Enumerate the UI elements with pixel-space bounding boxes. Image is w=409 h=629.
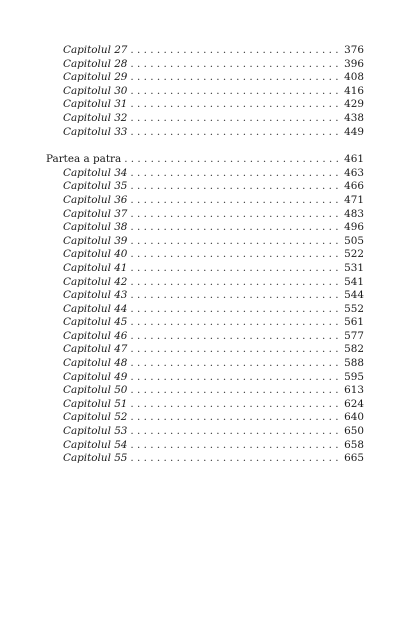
chapter-title: Capitolul 27 <box>63 44 128 56</box>
dot-leader <box>130 452 341 466</box>
chapter-title: Capitolul 48 <box>63 357 128 370</box>
toc-entry <box>46 411 364 425</box>
toc-entry <box>46 384 364 398</box>
chapter-title: Capitolul 28 <box>63 57 128 70</box>
table-of-contents <box>46 44 364 466</box>
page-number: 640 <box>344 411 364 424</box>
toc-entry <box>46 289 364 303</box>
page-number: 658 <box>344 438 364 451</box>
chapter-title: Capitolul 29 <box>63 71 128 84</box>
page-number: 577 <box>344 329 364 342</box>
dot-leader <box>130 248 341 262</box>
page-number: 416 <box>344 84 364 97</box>
toc-entry <box>46 126 364 140</box>
toc-entry <box>46 167 364 181</box>
page-number: 588 <box>344 357 364 370</box>
page-number: 483 <box>344 207 364 220</box>
dot-leader <box>130 371 341 385</box>
toc-entry <box>46 357 364 371</box>
toc-entry <box>46 71 364 85</box>
toc-entry <box>46 276 364 290</box>
chapter-title: Capitolul 40 <box>63 248 128 261</box>
toc-part-entry <box>46 153 364 167</box>
dot-leader <box>130 398 341 412</box>
chapter-title: Capitolul 41 <box>63 261 128 274</box>
chapter-title: Capitolul 47 <box>63 343 128 356</box>
chapter-title: Capitolul 55 <box>63 452 128 465</box>
chapter-title: Capitolul 44 <box>63 302 128 315</box>
page-number: 463 <box>344 166 364 179</box>
page-number: 471 <box>344 193 364 206</box>
dot-leader <box>130 112 341 126</box>
toc-entry <box>46 316 364 330</box>
page-number: 522 <box>344 248 364 261</box>
page-number: 624 <box>344 397 364 410</box>
page-number: 396 <box>344 57 364 70</box>
page-number: 613 <box>344 384 364 397</box>
toc-entry <box>46 208 364 222</box>
page-number: 665 <box>344 452 364 465</box>
dot-leader <box>130 262 341 276</box>
chapter-title: Capitolul 31 <box>63 98 128 111</box>
dot-leader <box>130 425 341 439</box>
chapter-title: Capitolul 49 <box>63 370 128 383</box>
chapter-title: Capitolul 38 <box>63 221 128 234</box>
chapter-title: Capitolul 37 <box>63 207 128 220</box>
toc-entry <box>46 439 364 453</box>
dot-leader <box>130 98 341 112</box>
dot-leader <box>130 343 341 357</box>
dot-leader <box>130 167 341 181</box>
chapter-title: Capitolul 53 <box>63 425 128 438</box>
toc-entry <box>46 235 364 249</box>
toc-entry <box>46 58 364 72</box>
chapter-title: Capitolul 39 <box>63 234 128 247</box>
dot-leader <box>130 194 341 208</box>
toc-entry <box>46 85 364 99</box>
dot-leader <box>130 71 341 85</box>
page-number: 595 <box>344 370 364 383</box>
chapter-title: Capitolul 50 <box>63 384 128 397</box>
chapter-title: Capitolul 52 <box>63 411 128 424</box>
toc-entry <box>46 248 364 262</box>
part-title: Partea a patra <box>46 153 122 166</box>
dot-leader <box>130 439 341 453</box>
page-number: 531 <box>344 261 364 274</box>
page-number: 438 <box>344 111 364 124</box>
chapter-title: Capitolul 35 <box>63 180 128 193</box>
page-number: 376 <box>344 44 364 56</box>
dot-leader <box>130 235 341 249</box>
chapter-title: Capitolul 34 <box>63 166 128 179</box>
chapter-title: Capitolul 42 <box>63 275 128 288</box>
toc-entry <box>46 371 364 385</box>
toc-entry <box>46 221 364 235</box>
toc-entry <box>46 98 364 112</box>
page-number: 408 <box>344 71 364 84</box>
toc-entry <box>46 343 364 357</box>
dot-leader <box>130 126 341 140</box>
chapter-title: Capitolul 51 <box>63 397 128 410</box>
page-number: 650 <box>344 425 364 438</box>
page-number: 496 <box>344 221 364 234</box>
page-number: 552 <box>344 302 364 315</box>
dot-leader <box>130 44 341 58</box>
page-number: 561 <box>344 316 364 329</box>
dot-leader <box>124 153 341 167</box>
chapter-title: Capitolul 32 <box>63 111 128 124</box>
dot-leader <box>130 384 341 398</box>
dot-leader <box>130 208 341 222</box>
chapter-title: Capitolul 46 <box>63 329 128 342</box>
chapter-title: Capitolul 45 <box>63 316 128 329</box>
dot-leader <box>130 411 341 425</box>
page-number: 429 <box>344 98 364 111</box>
toc-entry <box>46 425 364 439</box>
dot-leader <box>130 316 341 330</box>
toc-entry <box>46 452 364 466</box>
page-number: 582 <box>344 343 364 356</box>
toc-entry <box>46 303 364 317</box>
dot-leader <box>130 221 341 235</box>
toc-entry <box>46 44 364 58</box>
dot-leader <box>130 303 341 317</box>
toc-entry <box>46 262 364 276</box>
dot-leader <box>130 330 341 344</box>
toc-entry <box>46 180 364 194</box>
toc-entry <box>46 194 364 208</box>
chapter-title: Capitolul 54 <box>63 438 128 451</box>
toc-entry <box>46 330 364 344</box>
dot-leader <box>130 289 341 303</box>
chapter-title: Capitolul 43 <box>63 289 128 302</box>
toc-entry <box>46 398 364 412</box>
section-spacer <box>46 139 364 153</box>
toc-entry <box>46 112 364 126</box>
chapter-title: Capitolul 36 <box>63 193 128 206</box>
page-number: 541 <box>344 275 364 288</box>
dot-leader <box>130 276 341 290</box>
page-number: 544 <box>344 289 364 302</box>
dot-leader <box>130 58 341 72</box>
page-number: 461 <box>344 153 364 166</box>
dot-leader <box>130 357 341 371</box>
page-number: 505 <box>344 234 364 247</box>
chapter-title: Capitolul 33 <box>63 125 128 138</box>
page-number: 466 <box>344 180 364 193</box>
dot-leader <box>130 180 341 194</box>
page-number: 449 <box>344 125 364 138</box>
dot-leader <box>130 85 341 99</box>
chapter-title: Capitolul 30 <box>63 84 128 97</box>
